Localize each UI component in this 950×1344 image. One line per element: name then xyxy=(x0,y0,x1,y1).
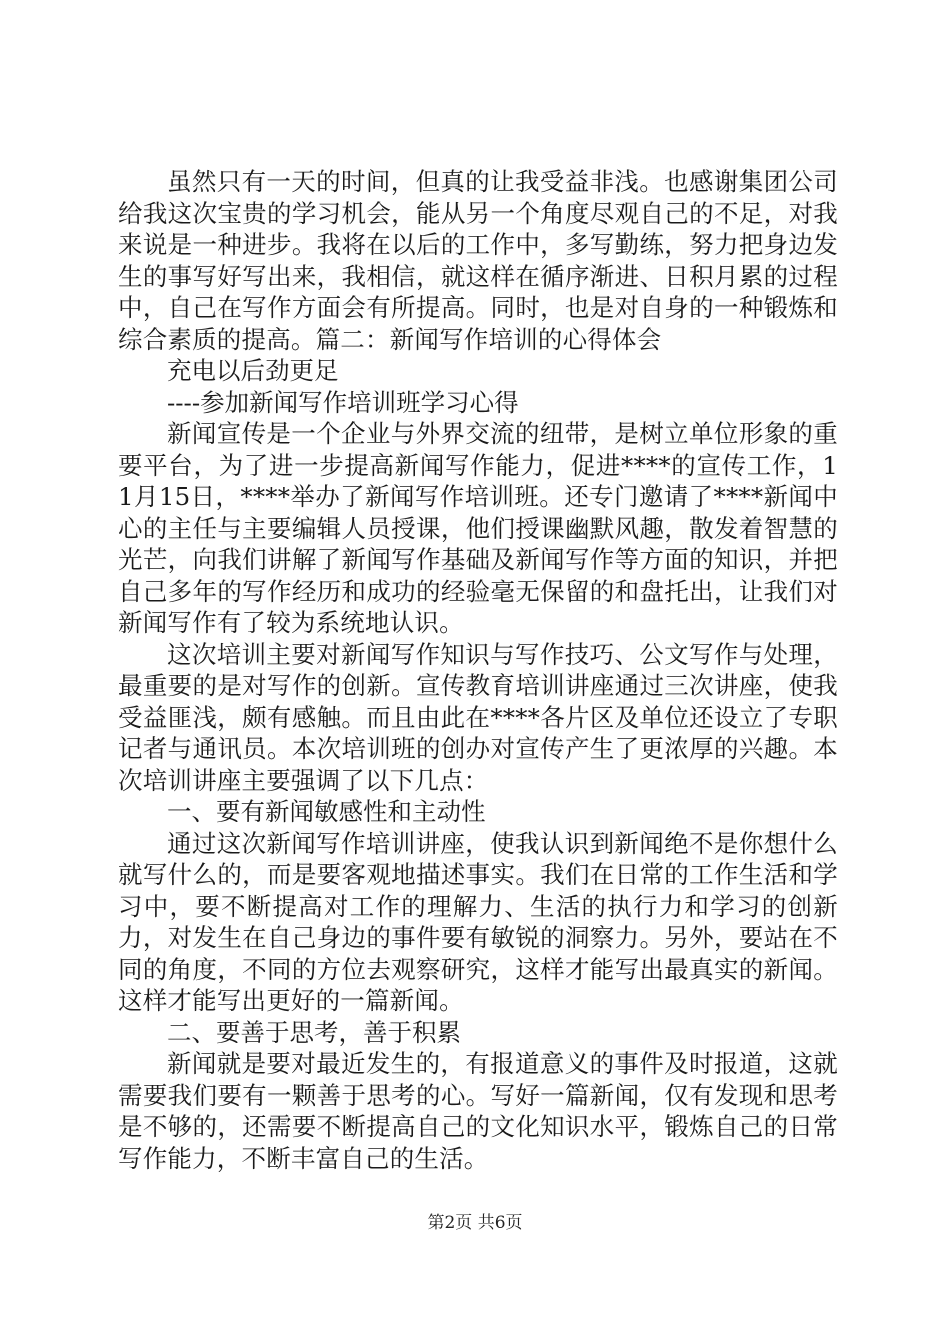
article-title: 充电以后劲更足 xyxy=(167,356,339,385)
body-paragraph: 虽然只有一天的时间，但真的让我受益非浅。也感谢集团公司给我这次宝贵的学习机会，能从另一个角度尽观自己的不足，对我来说是一种进步。我将在以后的工作中，多写勤练，努力把身边发生的事写好写出来，我相信，就这样在循序渐进、日积月累的过程中，自己在写作方面会有所提高。同时，也是对自身的一种锻炼和综合素质的提高。篇二：新闻写作培训的心得体会 xyxy=(118,167,838,354)
body-paragraph: 新闻就是要对最近发生的，有报道意义的事件及时报道，这就需要我们要有一颗善于思考的心。写好一篇新闻，仅有发现和思考是不够的，还需要不断提高自己的文化知识水平，锻炼自己的日常写作能力，不断丰富自己的生活。 xyxy=(118,1049,838,1173)
section-heading: 一、要有新闻敏感性和主动性 xyxy=(167,797,486,826)
document-body xyxy=(118,166,838,1174)
page-number-footer: 第2页 共6页 xyxy=(427,1213,523,1233)
article-subtitle: ----参加新闻写作培训班学习心得 xyxy=(167,387,519,417)
body-paragraph: 通过这次新闻写作培训讲座，使我认识到新闻绝不是你想什么就写什么的，而是要客观地描述事实。我们在日常的工作生活和学习中，要不断提高对工作的理解力、生活的执行力和学习的创新力，对发生在自己身边的事件要有敏锐的洞察力。另外，要站在不同的角度，不同的方位去观察研究，这样才能写出最真实的新闻。这样才能写出更好的一篇新闻。 xyxy=(118,828,838,1015)
body-paragraph: 这次培训主要对新闻写作知识与写作技巧、公文写作与处理，最重要的是对写作的创新。宣传教育培训讲座通过三次讲座，使我受益匪浅，颇有感触。而且由此在****各片区及单位还设立了专职记者与通讯员。本次培训班的创办对宣传产生了更浓厚的兴趣。本次培训讲座主要强调了以下几点： xyxy=(118,639,838,795)
body-paragraph: 新闻宣传是一个企业与外界交流的纽带，是树立单位形象的重要平台，为了进一步提高新闻写作能力，促进****的宣传工作，11月15日，****举办了新闻写作培训班。还专门邀请了****新闻中心的主任与主要编辑人员授课，他们授课幽默风趣，散发着智慧的光芒，向我们讲解了新闻写作基础及新闻写作等方面的知识，并把自己多年的写作经历和成功的经验毫无保留的和盘托出，让我们对新闻写作有了较为系统地认识。 xyxy=(118,419,838,637)
section-heading: 二、要善于思考，善于积累 xyxy=(167,1017,461,1047)
